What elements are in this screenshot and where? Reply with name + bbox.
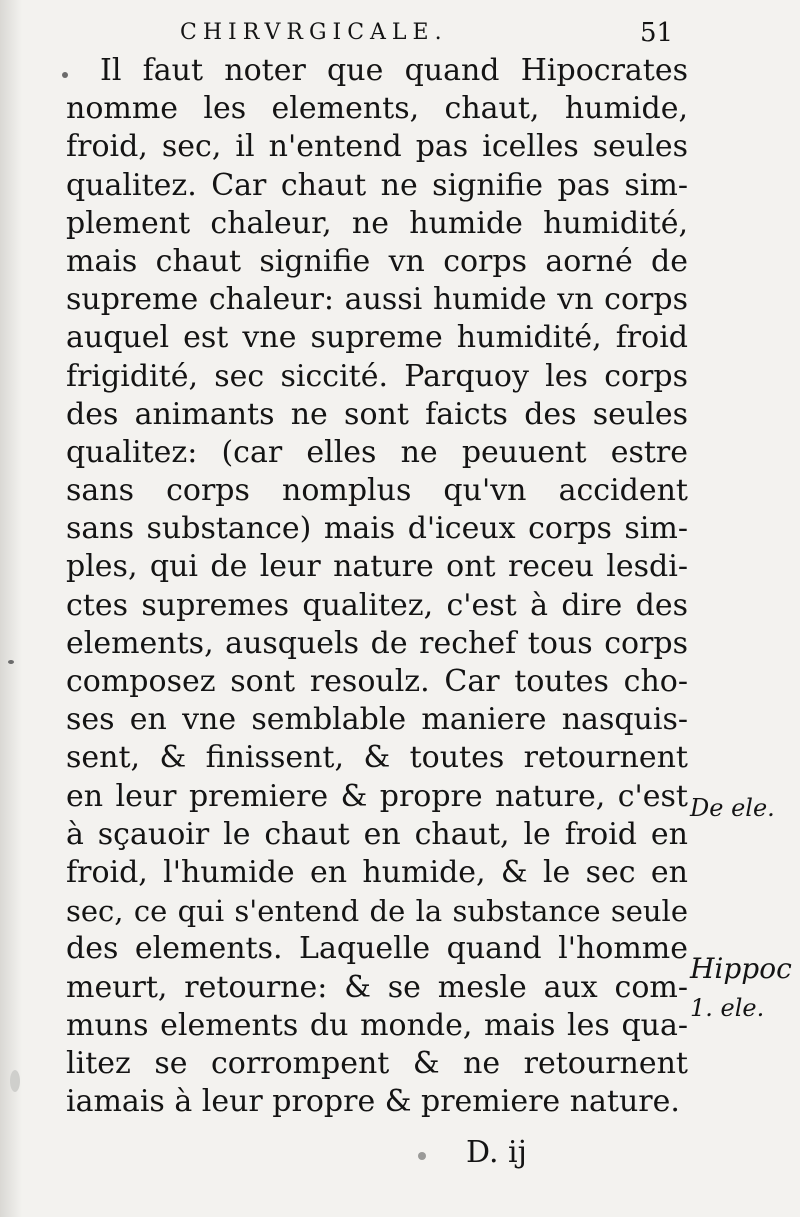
text-line: Il faut noter que quand Hipocrates <box>100 53 688 88</box>
text-line: froid, l'humide en humide, & le sec en <box>66 854 688 890</box>
text-line: qualitez. Car chaut ne signifie pas sim- <box>66 167 688 203</box>
ink-speck <box>418 1152 426 1160</box>
running-title: CHIRVRGICALE. <box>180 20 448 45</box>
signature-mark: D. ij <box>466 1135 527 1170</box>
margin-note-hippoc: Hippoc <box>690 952 792 985</box>
text-line: plement chaleur, ne humide humidité, <box>66 205 688 241</box>
text-line: supreme chaleur: aussi humide vn corps <box>66 282 688 318</box>
text-line: elements, ausquels de rechef tous corps <box>66 625 688 661</box>
text-line: mais chaut signifie vn corps aorné de <box>66 243 688 279</box>
text-line: qualitez: (car elles ne peuuent estre <box>66 434 688 470</box>
text-line: en leur premiere & propre nature, c'est <box>66 778 688 814</box>
text-line: iamais à leur propre & premiere nature. <box>66 1084 680 1120</box>
text-line: composez sont resoulz. Car toutes cho- <box>66 664 688 699</box>
ink-speck <box>10 1070 20 1092</box>
text-line: sans substance) mais d'iceux corps sim- <box>66 511 688 547</box>
text-line: ctes supremes qualitez, c'est à dire des <box>66 587 688 623</box>
text-line: sans corps nomplus qu'vn accident <box>66 473 688 509</box>
page-number: 51 <box>640 18 674 48</box>
text-line: litez se corrompent & ne retournent <box>66 1045 688 1081</box>
text-line: auquel est vne supreme humidité, froid <box>66 320 688 356</box>
text-line: meurt, retourne: & se mesle aux com- <box>66 969 688 1005</box>
ink-speck <box>8 660 14 664</box>
text-line: muns elements du monde, mais les qua- <box>66 1007 688 1043</box>
text-line: froid, sec, il n'entend pas icelles seules <box>66 129 688 165</box>
text-line: ples, qui de leur nature ont receu lesdi- <box>66 549 688 585</box>
text-line: sec, ce qui s'entend de la substance seule <box>66 894 688 929</box>
text-line: frigidité, sec siccité. Parquoy les corps <box>66 358 688 394</box>
text-line: nomme les elements, chaut, humide, <box>66 91 688 127</box>
margin-note-de-ele: De ele. <box>690 794 775 822</box>
text-line: des animants ne sont faicts des seules <box>66 396 688 432</box>
page-edge-shadow <box>0 0 22 1217</box>
text-line: ses en vne semblable maniere nasquis- <box>66 702 688 738</box>
text-line: sent, & finissent, & toutes retournent <box>66 740 688 776</box>
text-line: des elements. Laquelle quand l'homme <box>66 931 688 967</box>
body-text <box>66 52 688 1121</box>
margin-note-ele: 1. ele. <box>690 994 765 1022</box>
text-line: à sçauoir le chaut en chaut, le froid en <box>66 816 688 852</box>
